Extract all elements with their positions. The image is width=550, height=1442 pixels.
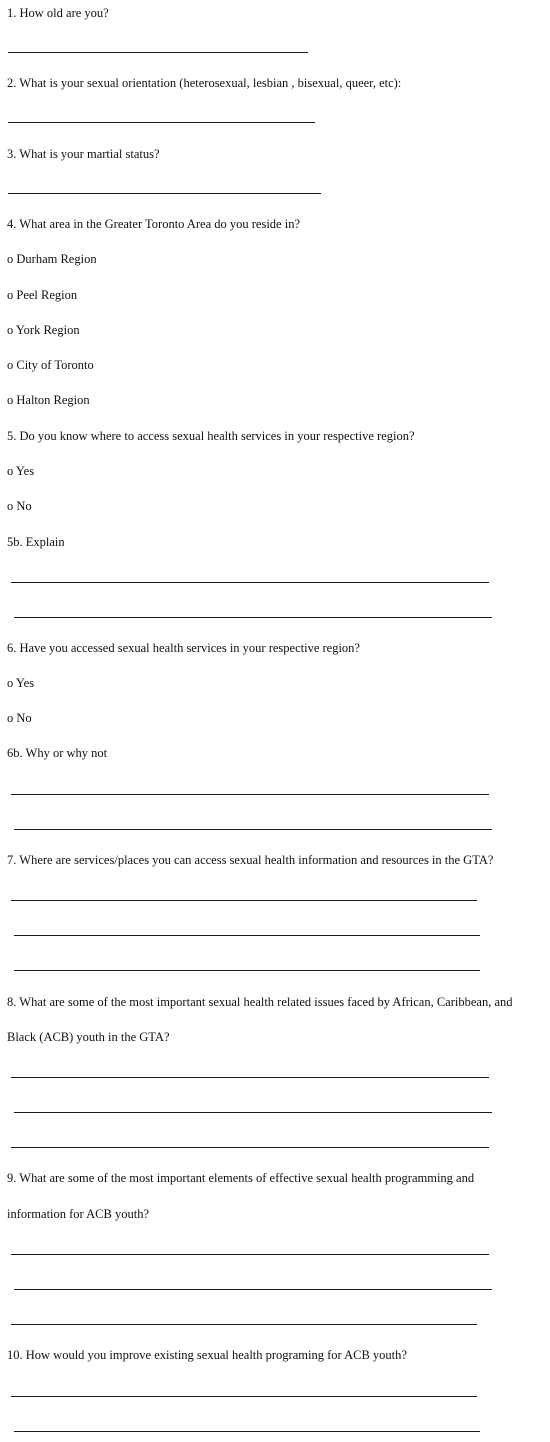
option-city-of-toronto[interactable]: o City of Toronto <box>7 358 94 372</box>
question-9-text-line2: information for ACB youth? <box>7 1207 149 1221</box>
answer-line-q1[interactable] <box>8 52 308 53</box>
answer-line-q7-2[interactable] <box>11 935 480 936</box>
option-q5-yes[interactable]: o Yes <box>7 464 35 478</box>
question-2-text: 2. What is your sexual orientation (heterosexual, lesbian , bisexual, queer, etc): <box>7 76 402 90</box>
answer-line-q5b-2[interactable] <box>11 617 492 618</box>
answer-line-q10-1[interactable] <box>8 1396 477 1397</box>
answer-line-q5b-1[interactable] <box>8 582 489 583</box>
answer-line-q8-1[interactable] <box>8 1077 489 1078</box>
answer-line-q9-2[interactable] <box>11 1289 492 1290</box>
option-q6-yes[interactable]: o Yes <box>7 676 35 690</box>
option-q5-no[interactable]: o No <box>7 499 32 513</box>
answer-line-q7-1[interactable] <box>8 900 477 901</box>
question-6-text: 6. Have you accessed sexual health services in your respective region? <box>7 641 360 655</box>
answer-line-q8-3[interactable] <box>8 1147 489 1148</box>
question-1-text: 1. How old are you? <box>7 6 109 20</box>
question-5b-text: 5b. Explain <box>7 535 65 549</box>
answer-line-q9-3[interactable] <box>8 1324 477 1325</box>
answer-line-q7-3[interactable] <box>11 970 480 971</box>
question-6b-text: 6b. Why or why not <box>7 746 108 760</box>
answer-line-q6b-1[interactable] <box>8 794 489 795</box>
answer-line-q8-2[interactable] <box>11 1112 492 1113</box>
question-8-text-line2: Black (ACB) youth in the GTA? <box>7 1030 170 1044</box>
question-9-text-line1: 9. What are some of the most important elements of effective sexual health programming and <box>7 1171 475 1185</box>
question-8-text-line1: 8. What are some of the most important sexual health related issues faced by African, Caribbean, and <box>7 995 513 1009</box>
answer-line-q10-2[interactable] <box>11 1431 480 1432</box>
answer-line-q9-1[interactable] <box>8 1254 489 1255</box>
option-york-region[interactable]: o York Region <box>7 323 80 337</box>
answer-line-q3[interactable] <box>8 193 321 194</box>
question-5-text: 5. Do you know where to access sexual health services in your respective region? <box>7 429 415 443</box>
option-q6-no[interactable]: o No <box>7 711 32 725</box>
option-halton-region[interactable]: o Halton Region <box>7 393 90 407</box>
answer-line-q6b-2[interactable] <box>11 829 492 830</box>
question-4-text: 4. What area in the Greater Toronto Area do you reside in? <box>7 217 300 231</box>
question-3-text: 3. What is your martial status? <box>7 147 160 161</box>
question-7-text: 7. Where are services/places you can access sexual health information and resources in the GTA? <box>7 853 494 867</box>
question-10-text: 10. How would you improve existing sexual health programing for ACB youth? <box>7 1348 407 1362</box>
option-peel-region[interactable]: o Peel Region <box>7 288 78 302</box>
answer-line-q2[interactable] <box>8 122 315 123</box>
option-durham-region[interactable]: o Durham Region <box>7 252 97 266</box>
